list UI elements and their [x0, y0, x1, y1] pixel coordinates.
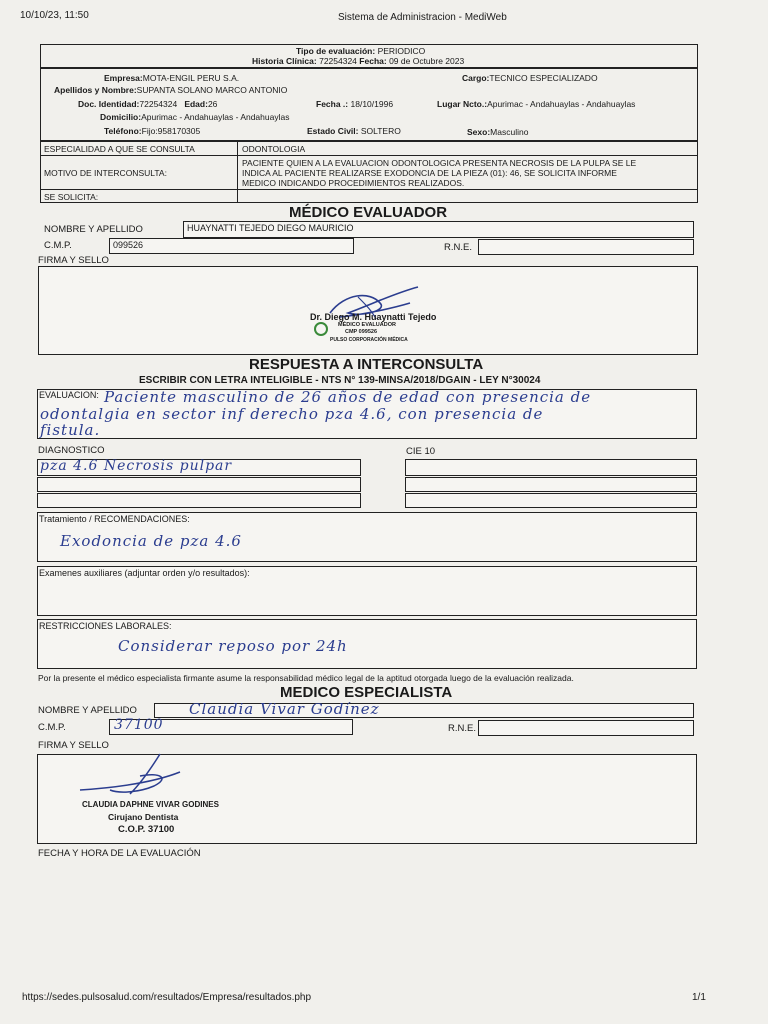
domicilio: Domicilio:Apurimac - Andahuaylas - Andahuaylas [100, 112, 290, 122]
evaluacion-line: odontalgia en sector inf derecho pza 4.6, con presencia de [40, 405, 544, 423]
solicita-label: SE SOLICITA: [44, 192, 99, 202]
motivo-line: INDICA AL PACIENTE REALIZARSE EXODONCIA DE LA PIEZA (01): 46, SE SOLICITA INFORME [242, 168, 617, 178]
respuesta-title: RESPUESTA A INTERCONSULTA [249, 356, 484, 373]
evaluador-firma-label: FIRMA Y SELLO [38, 255, 109, 266]
especialista-cmp-label: C.M.P. [38, 722, 66, 733]
tipo-evaluacion: Tipo de evaluación: PERIODICO [296, 46, 426, 56]
restricciones-label: RESTRICCIONES LABORALES: [39, 621, 172, 631]
restricciones-value: Considerar reposo por 24h [118, 637, 348, 655]
evaluador-rne-field[interactable] [478, 239, 694, 255]
cie10-field-3[interactable] [405, 493, 697, 508]
evaluador-stamp-cmp: CMP 099526 [345, 329, 378, 335]
diagnostico-value: pza 4.6 Necrosis pulpar [40, 458, 233, 474]
cie10-label: CIE 10 [406, 446, 436, 457]
print-page-number: 1/1 [692, 992, 706, 1003]
respuesta-subtitle: ESCRIBIR CON LETRA INTELIGIBLE - NTS N° 139-MINSA/2018/DGAIN - LEY N°30024 [139, 375, 541, 386]
historia-clinica: Historia Clínica: 72254324 Fecha: 09 de Octubre 2023 [252, 56, 465, 66]
divider [237, 141, 238, 203]
evaluador-cmp-field[interactable] [109, 238, 354, 254]
evaluador-nombre-label: NOMBRE Y APELLIDO [44, 224, 143, 235]
evaluacion-line: Paciente masculino de 26 años de edad con presencia de [104, 388, 592, 406]
especialista-nombre-field[interactable] [154, 700, 694, 718]
evaluador-rne-label: R.N.E. [444, 242, 472, 253]
print-url: https://sedes.pulsosalud.com/resultados/Empresa/resultados.php [22, 992, 312, 1003]
telefono: Teléfono:Fijo:958170305 [104, 126, 201, 136]
evaluador-stamp-name: Dr. Diego M. Huaynatti Tejedo [310, 312, 437, 322]
tratamiento-value: Exodoncia de pza 4.6 [60, 532, 242, 550]
sexo: Sexo:Masculino [467, 127, 529, 137]
especialista-stamp-cop: C.O.P. 37100 [118, 824, 175, 835]
evaluacion-label: EVALUACION: [39, 390, 99, 400]
evaluador-stamp-role: MÉDICO EVALUADOR [338, 322, 396, 328]
diagnostico-label: DIAGNOSTICO [38, 445, 105, 456]
fecha-nacimiento: Fecha .: 18/10/1996 [316, 99, 394, 109]
especialista-stamp-name: CLAUDIA DAPHNE VIVAR GODINES [82, 800, 219, 809]
evaluador-cmp-label: C.M.P. [44, 240, 72, 251]
motivo-label: MOTIVO DE INTERCONSULTA: [44, 168, 167, 178]
evaluador-stamp-org: PULSO CORPORACIÓN MÉDICA [330, 337, 408, 343]
disclaimer: Por la presente el médico especialista firmante asume la responsabilidad médico legal de la aptitud otorgada luego de la evaluación realizada. [38, 673, 574, 683]
especialista-cmp-value: 37100 [114, 717, 164, 733]
cie10-field-1[interactable] [405, 459, 697, 476]
especialidad-label: ESPECIALIDAD A QUE SE CONSULTA [44, 144, 195, 154]
lugar-nacimiento: Lugar Ncto.:Apurimac - Andahuaylas - Andahuaylas [437, 99, 636, 109]
evaluacion-line: fistula. [40, 421, 101, 439]
evaluador-title: MÉDICO EVALUADOR [289, 204, 448, 221]
especialista-cmp-field[interactable] [109, 719, 353, 735]
especialista-nombre-value: Claudia Vivar Godínez [189, 700, 380, 718]
fecha-hora-label: FECHA Y HORA DE LA EVALUACIÓN [38, 848, 201, 859]
cie10-field-2[interactable] [405, 477, 697, 492]
especialidad-value: ODONTOLOGIA [242, 144, 306, 154]
cargo: Cargo:TECNICO ESPECIALIZADO [462, 73, 598, 83]
pulso-logo-icon [314, 322, 328, 336]
diagnostico-field-3[interactable] [37, 493, 361, 508]
examenes-label: Examenes auxiliares (adjuntar orden y/o resultados): [39, 568, 250, 578]
divider [40, 189, 698, 190]
motivo-line: PACIENTE QUIEN A LA EVALUACION ODONTOLOGICA PRESENTA NECROSIS DE LA PULPA SE LE [242, 158, 637, 168]
divider [40, 155, 698, 156]
doc-identidad: Doc. Identidad:72254324 Edad:26 [78, 99, 218, 109]
especialista-nombre-label: NOMBRE Y APELLIDO [38, 705, 137, 716]
diagnostico-field-2[interactable] [37, 477, 361, 492]
print-datetime: 10/10/23, 11:50 [20, 10, 89, 21]
diagnostico-field-1[interactable] [37, 459, 361, 476]
print-title: Sistema de Administracion - MediWeb [338, 12, 507, 23]
tratamiento-label: Tratamiento / RECOMENDACIONES: [39, 514, 190, 524]
especialista-signature [70, 750, 210, 800]
especialista-title: MEDICO ESPECIALISTA [280, 684, 453, 701]
especialista-rne-field[interactable] [478, 720, 694, 736]
evaluador-nombre-value: HUAYNATTI TEJEDO DIEGO MAURICIO [187, 223, 354, 233]
apellidos-nombre: Apellidos y Nombre:SUPANTA SOLANO MARCO ANTONIO [54, 85, 288, 95]
empresa: Empresa:MOTA-ENGIL PERU S.A. [104, 73, 240, 83]
especialista-rne-label: R.N.E. [448, 723, 476, 734]
especialista-stamp-role: Cirujano Dentista [108, 812, 179, 822]
evaluador-nombre-field[interactable] [183, 221, 694, 238]
especialista-firma-label: FIRMA Y SELLO [38, 740, 109, 751]
motivo-line: MEDICO INDICANDO PROCEDIMIENTOS REALIZADOS. [242, 178, 465, 188]
evaluador-cmp-value: 099526 [113, 240, 144, 250]
estado-civil: Estado Civil: SOLTERO [307, 126, 401, 136]
